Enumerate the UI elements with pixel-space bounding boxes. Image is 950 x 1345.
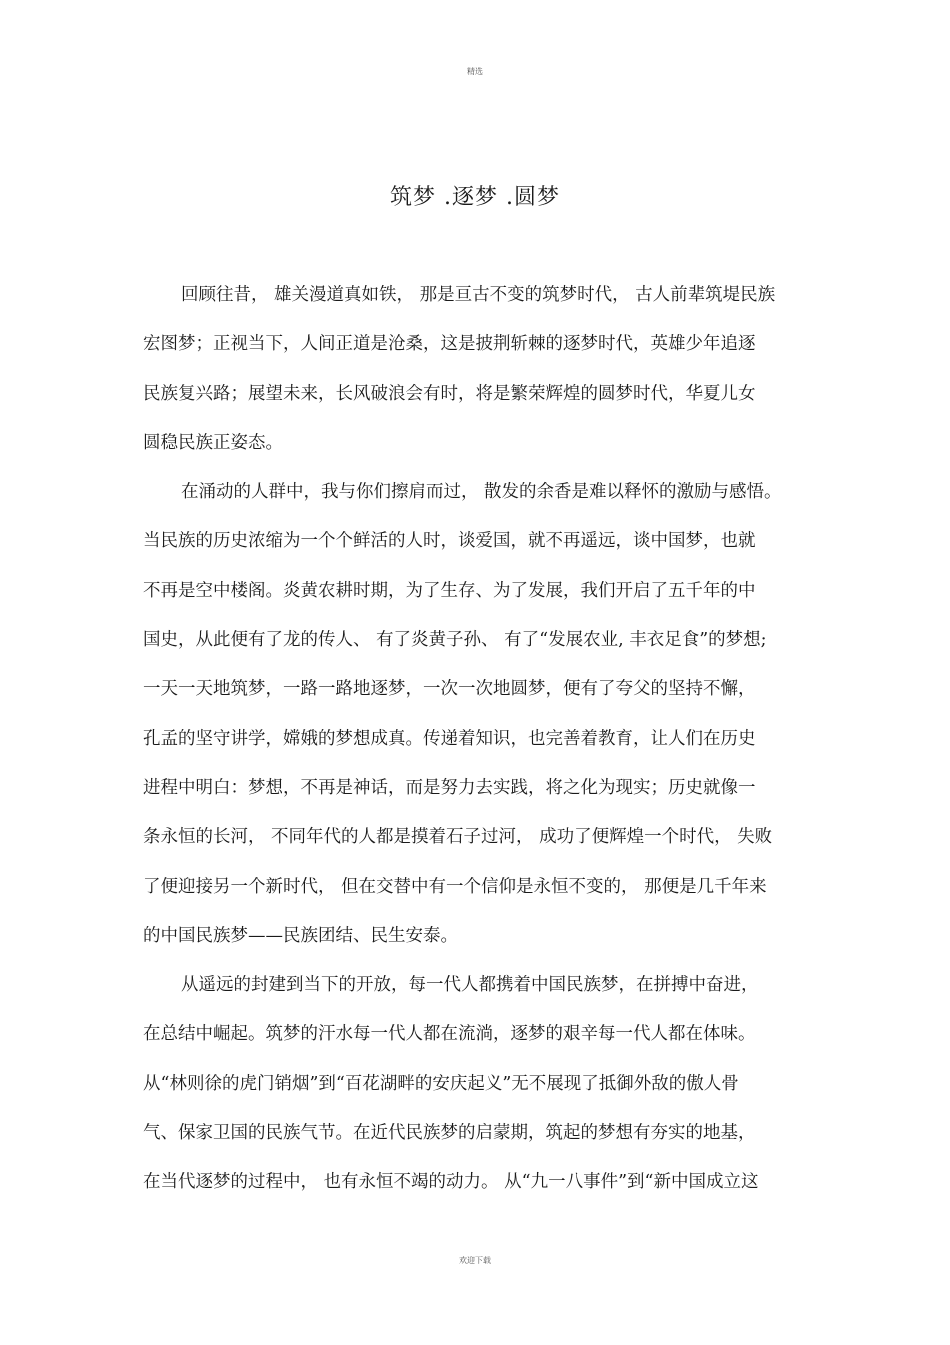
page-footer-mark: 欢迎下载 bbox=[459, 1256, 491, 1265]
text-line: 的中国民族梦——民族团结、民生安泰。 bbox=[143, 925, 458, 946]
page-header-mark: 精选 bbox=[467, 67, 483, 76]
text-line: 不再是空中楼阁。炎黄农耕时期，为了生存、为了发展，我们开启了五千年的中 bbox=[143, 580, 756, 601]
text-line: 气、保家卫国的民族气节。在近代民族梦的启蒙期，筑起的梦想有夯实的地基， bbox=[143, 1123, 756, 1144]
document-title: 筑梦 .逐梦 .圆梦 bbox=[390, 185, 560, 210]
text-line: 民族复兴路；展望未来，长风破浪会有时，将是繁荣辉煌的圆梦时代，华夏儿女 bbox=[143, 383, 756, 404]
text-line: 孔孟的坚守讲学，嫦娥的梦想成真。传递着知识，也完善着教育，让人们在历史 bbox=[143, 728, 756, 749]
text-line: 圆稳民族正姿态。 bbox=[143, 432, 283, 453]
text-line: 在总结中崛起。筑梦的汗水每一代人都在流淌，逐梦的艰辛每一代人都在体味。 bbox=[143, 1024, 756, 1045]
text-line: 在当代逐梦的过程中， 也有永恒不竭的动力。 从“九一八事件”到“新中国成立这 bbox=[143, 1172, 759, 1193]
text-line: 当民族的历史浓缩为一个个鲜活的人时，谈爱国，就不再遥远，谈中国梦，也就 bbox=[143, 531, 756, 552]
text-line: 进程中明白：梦想，不再是神话，而是努力去实践，将之化为现实；历史就像一 bbox=[143, 777, 756, 798]
paragraph-first-line: 从遥远的封建到当下的开放，每一代人都携着中国民族梦，在拼搏中奋进， bbox=[181, 975, 759, 996]
text-line: 了便迎接另一个新时代， 但在交替中有一个信仰是永恒不变的， 那便是几千年来 bbox=[143, 876, 767, 897]
text-line: 宏图梦；正视当下，人间正道是沧桑，这是披荆斩棘的逐梦时代，英雄少年追逐 bbox=[143, 334, 756, 355]
text-line: 条永恒的长河， 不同年代的人都是摸着石子过河， 成功了便辉煌一个时代， 失败 bbox=[143, 827, 773, 848]
paragraph-first-line: 回顾往昔， 雄关漫道真如铁， 那是亘古不变的筑梦时代， 古人前辈筑堤民族 bbox=[181, 285, 776, 305]
text-line: 从“林则徐的虎门销烟”到“百花湖畔的安庆起义”无不展现了抵御外敌的傲人骨 bbox=[143, 1073, 739, 1094]
paragraph-first-line: 在涌动的人群中，我与你们擦肩而过， 散发的余香是难以释怀的激励与感悟。 bbox=[181, 482, 782, 503]
text-line: 一天一天地筑梦，一路一路地逐梦，一次一次地圆梦，便有了夸父的坚持不懈， bbox=[143, 679, 756, 700]
text-line: 国史，从此便有了龙的传人、 有了炎黄子孙、 有了“发展农业, 丰衣足食”的梦想; bbox=[143, 630, 767, 651]
document-body bbox=[143, 280, 813, 1217]
